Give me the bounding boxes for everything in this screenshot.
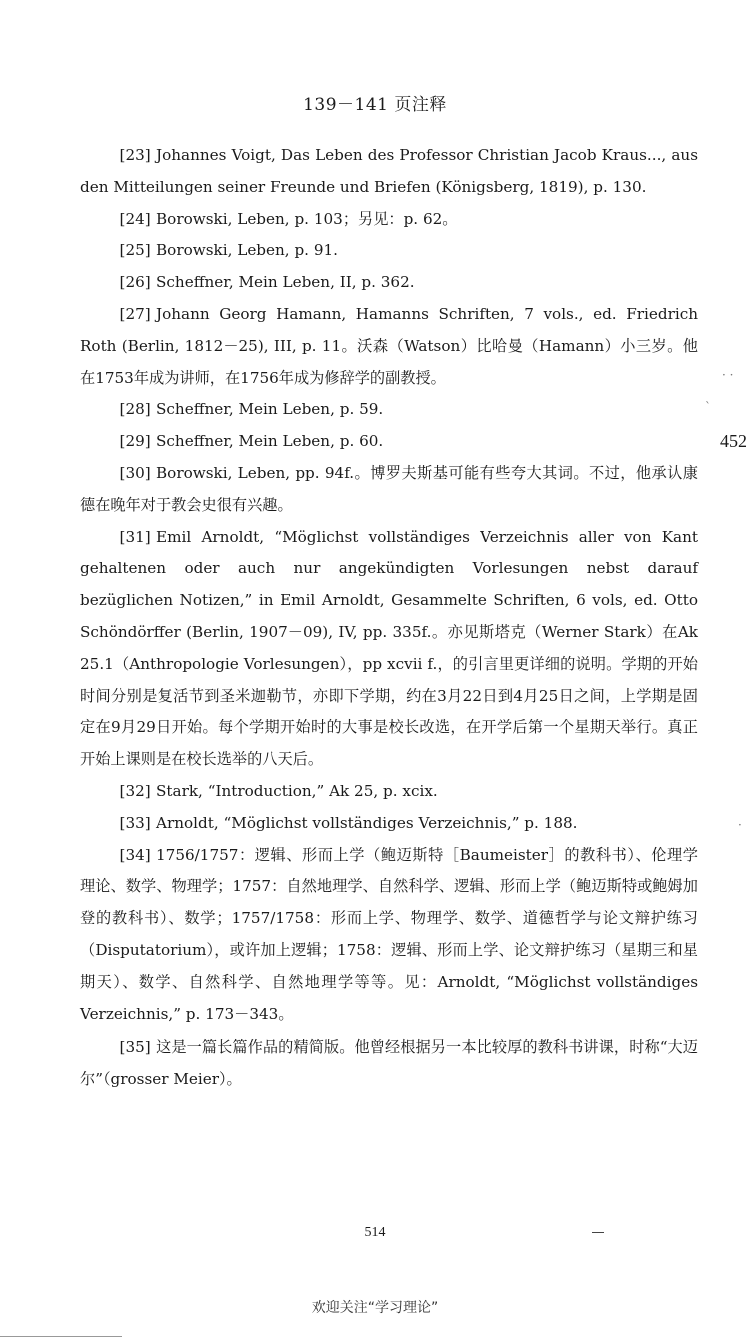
note-text: Arnoldt, “Möglichst vollständiges Verzeichnis,” p. 188. [156, 813, 578, 832]
note-number: [31] [119, 527, 151, 546]
note-23 [80, 140, 698, 204]
note-number: [33] [119, 813, 151, 832]
note-27 [80, 299, 698, 394]
note-number: [34] [119, 845, 151, 864]
note-text: Borowski, Leben, p. 103；另见：p. 62。 [156, 209, 458, 228]
note-text: Scheffner, Mein Leben, p. 59. [156, 400, 384, 419]
note-text: Stark, “Introduction,” Ak 25, p. xcix. [156, 781, 438, 800]
note-number: [30] [119, 463, 151, 482]
note-29 [80, 426, 698, 458]
note-number: [27] [119, 304, 151, 323]
note-text: Borowski, Leben, p. 91. [156, 241, 338, 260]
note-number: [25] [119, 241, 151, 260]
note-31 [80, 522, 698, 776]
note-text: Johann Georg Hamann, Hamanns Schriften, 7 vols., ed. Friedrich Roth (Berlin, 1812－25), III, p. 11。沃森（Watson）比哈曼（Hamann）小三岁。他在1753年成为讲师，在1756年成为修辞学的副教授。 [80, 304, 698, 387]
scan-mark [592, 1232, 604, 1233]
note-number: [23] [119, 146, 151, 164]
note-32 [80, 776, 698, 808]
scan-speck: · [738, 818, 742, 832]
note-text: Johannes Voigt, Das Leben des Professor Christian Jacob Kraus..., aus den Mitteilungen seiner Freunde und Briefen (Königsberg, 1819), p. 130. [80, 146, 698, 196]
watermark-banner: 欢迎关注“学习理论” [311, 1300, 439, 1316]
margin-page-number: 452 [720, 431, 747, 451]
notes-list [80, 140, 698, 1096]
note-number: [29] [119, 432, 151, 451]
note-text: Scheffner, Mein Leben, p. 60. [156, 432, 384, 451]
note-text: Borowski, Leben, pp. 94f.。博罗夫斯基可能有些夸大其词。不过，他承认康德在晚年对于教会史很有兴趣。 [80, 463, 698, 514]
page-number: 514 [364, 1225, 386, 1240]
note-33 [80, 808, 698, 840]
note-number: [35] [119, 1038, 151, 1057]
page-header-title: 139－141 页注释 [303, 95, 447, 115]
scan-speck: · · [722, 368, 734, 382]
note-number: [26] [119, 273, 151, 292]
note-26 [80, 267, 698, 299]
note-30 [80, 458, 698, 522]
note-35 [80, 1032, 698, 1096]
note-number: [24] [119, 209, 151, 228]
note-text: 这是一篇长篇作品的精简版。他曾经根据另一本比较厚的教科书讲课，时称“大迈尔”（grosser Meier）。 [80, 1038, 698, 1089]
note-text: Emil Arnoldt, “Möglichst vollständiges Verzeichnis aller von Kant gehaltenen oder auch nur angekündigten Vorlesungen nebst darauf bezüglichen Notizen,” in Emil Arnoldt, Gesammelte Schriften, 6 vols, ed. Otto Schöndörffer (Berlin, 1907－09), IV, pp. 335f.。亦见斯塔克（Werner Stark）在Ak 25.1（Anthropologie Vorlesungen），pp xcvii f.，的引言里更详细的说明。学期的开始时间分别是复活节到圣米迦勒节，亦即下学期，约在3月22日到4月25日之间，上学期是固定在9月29日开始。每个学期开始时的大事是校长改选，在开学后第一个星期天举行。真正开始上课则是在校长选举的八天后。 [80, 527, 698, 769]
divider [0, 1336, 122, 1337]
note-number: [32] [119, 781, 151, 800]
note-24 [80, 204, 698, 236]
note-text: Scheffner, Mein Leben, II, p. 362. [156, 273, 415, 292]
note-25 [80, 235, 698, 267]
note-28 [80, 394, 698, 426]
note-text: 1756/1757：逻辑、形而上学（鲍迈斯特［Baumeister］的教科书）、伦理学理论、数学、物理学；1757：自然地理学、自然科学、逻辑、形而上学（鲍迈斯特或鲍姆加登的教科书）、数学；1757/1758：形而上学、物理学、数学、道德哲学与论文辩护练习（Disputatorium），或许加上逻辑；1758：逻辑、形而上学、论文辩护练习（星期三和星期天）、数学、自然科学、自然地理学等等。见：Arnoldt, “Möglichst vollständiges Verzeichnis,” p. 173－343。 [80, 845, 698, 1023]
note-number: [28] [119, 400, 151, 419]
note-34 [80, 840, 698, 1031]
scan-speck: ` [705, 400, 711, 414]
